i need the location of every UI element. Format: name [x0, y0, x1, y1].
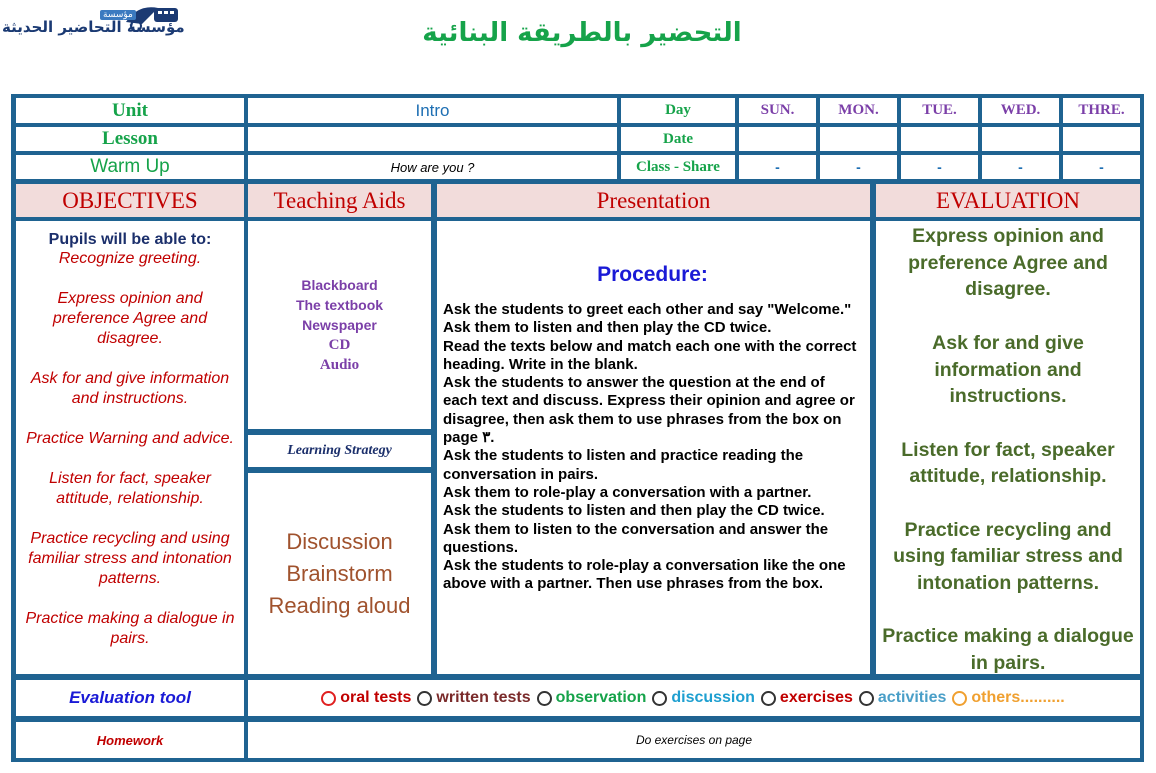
evaluation-item: Practice recycling and using familiar stress and intonation patterns. — [893, 518, 1123, 595]
eval-tool-option[interactable] — [857, 689, 946, 707]
unit-label: Unit — [16, 98, 244, 123]
radio-circle-icon[interactable] — [952, 691, 967, 706]
homework-label: Homework — [16, 722, 244, 758]
aid-item: The textbook — [295, 297, 384, 313]
warmup-label: Warm Up — [16, 155, 244, 179]
teaching-aids-header: Teaching Aids — [248, 184, 431, 217]
learning-strategy-list — [248, 473, 431, 674]
eval-tool-label: others.......... — [971, 689, 1065, 706]
class-thu[interactable]: - — [1063, 155, 1140, 179]
aid-item: Blackboard — [301, 277, 378, 293]
eval-tool-label: exercises — [779, 689, 853, 706]
procedure-title: Procedure: — [597, 263, 708, 286]
class-sun[interactable]: - — [739, 155, 816, 179]
evaluation-item: Ask for and give information and instructions. — [932, 331, 1084, 408]
class-share-label: Class - Share — [621, 155, 735, 179]
eval-tool-option[interactable] — [759, 689, 853, 707]
evaluation-list — [876, 221, 1140, 674]
eval-tool-label: observation — [555, 689, 647, 706]
class-tue[interactable]: - — [901, 155, 978, 179]
procedure-step: Ask them to role-play a conversation with a partner. — [443, 483, 812, 501]
evaluation-item: Listen for fact, speaker attitude, relationship. — [901, 438, 1115, 488]
radio-circle-icon[interactable] — [859, 691, 874, 706]
logo-text: مؤسسة التحاضير الحديثة — [2, 18, 185, 36]
day-mon: MON. — [820, 98, 897, 123]
aid-item: Audio — [319, 357, 360, 373]
lesson-label: Lesson — [16, 127, 244, 151]
page-title: التحضير بالطريقة البنائية — [422, 18, 742, 48]
objective-item: Express opinion and preference Agree and disagree. — [52, 290, 208, 347]
procedure-step: Ask the students to role-play a conversation like the one above with a partner. Then use phrases from the box. — [443, 557, 846, 593]
day-sun: SUN. — [739, 98, 816, 123]
evaluation-item: Express opinion and preference Agree and disagree. — [908, 225, 1108, 301]
objectives-list — [16, 221, 244, 674]
procedure-step: Ask them to listen and then play the CD twice. — [443, 319, 772, 337]
eval-tool-option[interactable] — [650, 689, 755, 707]
logo-subtitle: مؤسسة — [100, 10, 136, 20]
logo — [0, 0, 185, 48]
procedure-step: Ask the students to greet each other and say "Welcome." — [443, 301, 852, 318]
objectives-header: OBJECTIVES — [16, 184, 244, 217]
radio-circle-icon[interactable] — [321, 691, 336, 706]
presentation-header: Presentation — [437, 184, 870, 217]
warmup-value[interactable]: How are you ? — [248, 155, 617, 179]
procedure-step: Ask the students to answer the question at the end of each text and discuss. Express their opinion and agree or disagree, then ask them to use phrases from the box on page ٣. — [443, 374, 855, 447]
objective-item: Recognize greeting. — [58, 250, 202, 267]
objectives-lead: Pupils will be able to: — [48, 231, 212, 248]
procedure-step: Ask the students to listen and practice reading the conversation in pairs. — [443, 447, 804, 483]
learning-strategy-label: Learning Strategy — [248, 435, 431, 467]
radio-circle-icon[interactable] — [537, 691, 552, 706]
eval-tool-option[interactable] — [319, 689, 411, 707]
evaluation-tools — [248, 680, 1140, 716]
strategy-item: Discussion — [286, 528, 393, 554]
class-mon[interactable]: - — [820, 155, 897, 179]
date-thu[interactable] — [1063, 127, 1140, 151]
evaluation-header: EVALUATION — [876, 184, 1140, 217]
aid-item: CD — [328, 337, 351, 353]
objective-item: Listen for fact, speaker attitude, relationship. — [49, 470, 211, 507]
procedure-step: Read the texts below and match each one with the correct heading. Write in the blank. — [443, 337, 857, 373]
eval-tool-option[interactable] — [415, 689, 530, 707]
lesson-value[interactable] — [248, 127, 617, 151]
procedure-box — [437, 221, 870, 674]
date-label: Date — [621, 127, 735, 151]
date-tue[interactable] — [901, 127, 978, 151]
radio-circle-icon[interactable] — [417, 691, 432, 706]
day-thu: THRE. — [1063, 98, 1140, 123]
eval-tool-label: activities — [877, 689, 947, 706]
teaching-aids-list — [248, 221, 431, 429]
aid-item: Newspaper — [302, 317, 377, 333]
objective-item: Practice making a dialogue in pairs. — [25, 610, 235, 647]
eval-tool-label: oral tests — [340, 689, 412, 706]
objective-item: Practice Warning and advice. — [26, 430, 234, 447]
radio-circle-icon[interactable] — [761, 691, 776, 706]
class-wed[interactable]: - — [982, 155, 1059, 179]
eval-tool-label: written tests — [436, 689, 531, 706]
day-tue: TUE. — [901, 98, 978, 123]
date-sun[interactable] — [739, 127, 816, 151]
objective-item: Practice recycling and using familiar stress and intonation patterns. — [28, 530, 232, 587]
procedure-step: Ask them to listen to the conversation and answer the questions. — [443, 520, 829, 556]
eval-tool-option[interactable] — [535, 689, 647, 707]
day-wed: WED. — [982, 98, 1059, 123]
date-mon[interactable] — [820, 127, 897, 151]
eval-tool-label: discussion — [671, 689, 755, 706]
procedure-step: Ask the students to listen and then play the CD twice. — [443, 502, 825, 520]
strategy-item: Reading aloud — [268, 592, 411, 618]
day-label: Day — [621, 98, 735, 123]
radio-circle-icon[interactable] — [652, 691, 667, 706]
homework-value[interactable]: Do exercises on page — [248, 722, 1140, 758]
eval-tool-option[interactable] — [950, 689, 1064, 707]
date-wed[interactable] — [982, 127, 1059, 151]
unit-value[interactable]: Intro — [248, 98, 617, 123]
objective-item: Ask for and give information and instructions. — [30, 370, 230, 407]
evaluation-item: Practice making a dialogue in pairs. — [882, 625, 1134, 675]
evaluation-tool-label: Evaluation tool — [16, 680, 244, 716]
strategy-item: Brainstorm — [286, 560, 393, 586]
